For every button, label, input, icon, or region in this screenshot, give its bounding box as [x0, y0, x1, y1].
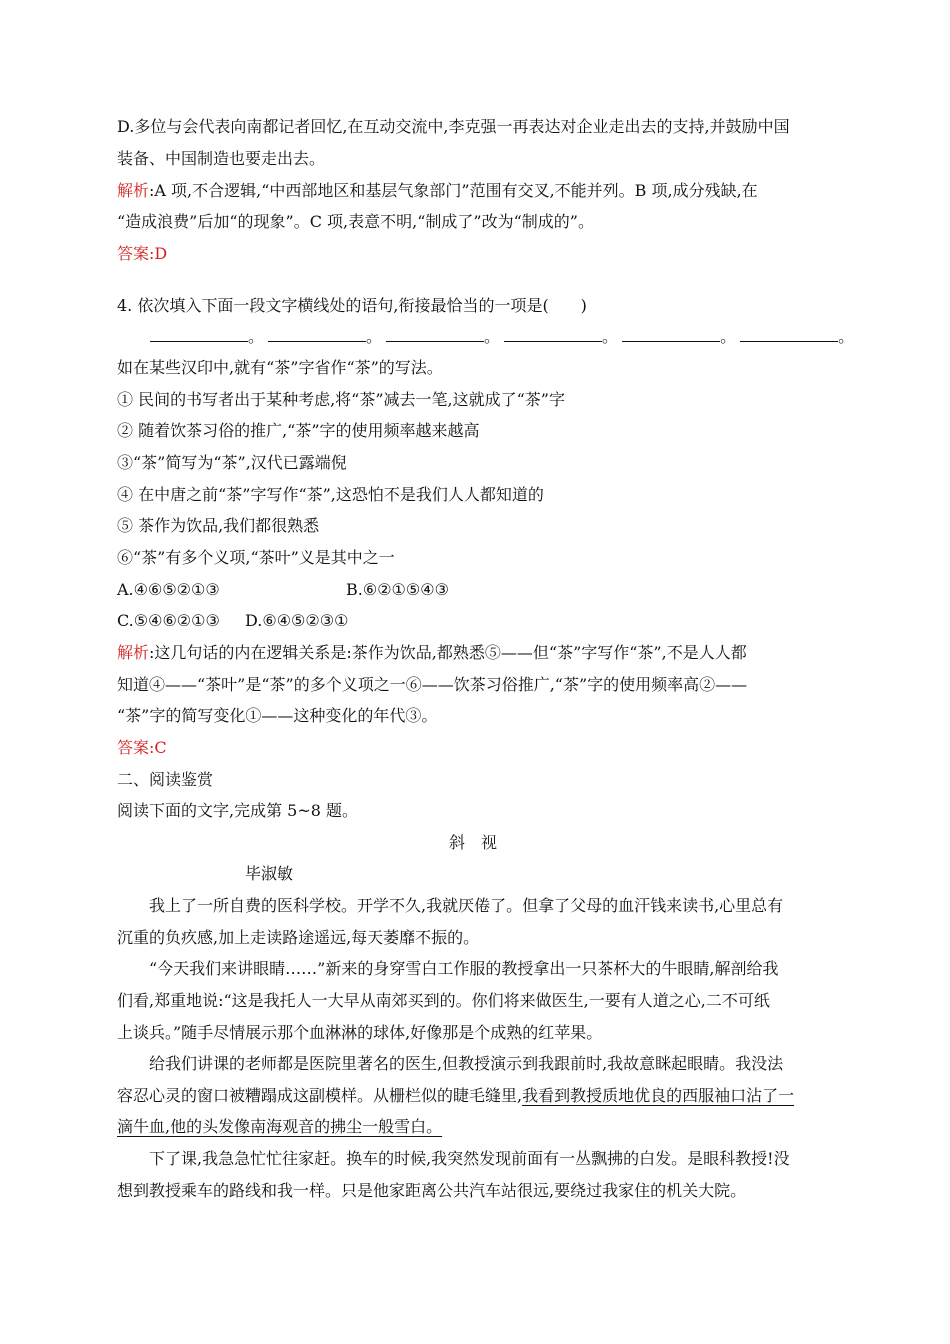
q3-analysis-line2: “造成浪费”后加“的现象”。C 项,表意不明,“制成了”改为“制成的”。 — [117, 212, 594, 231]
blank-sep: 。 — [484, 327, 501, 346]
answer-value: :D — [149, 244, 168, 263]
blank-3 — [386, 327, 484, 342]
q4-option-b: B.⑥②①⑤④③ — [346, 580, 449, 599]
p2-line1: “今天我们来讲眼睛……”新来的身穿雪白工作服的教授拿出一只茶杯大的牛眼睛,解剖给我 — [149, 959, 779, 978]
p4-line1: 下了课,我急急忙忙往家赶。换车的时候,我突然发现前面有一丛飘拂的白发。是眼科教授!没 — [149, 1149, 790, 1168]
analysis-text: :这几句话的内在逻辑关系是:茶作为饮品,都熟悉⑤——但“茶”字写作“茶”,不是人人都 — [149, 643, 747, 662]
q4-item-5: ⑤ 茶作为饮品,我们都很熟悉 — [117, 516, 320, 535]
q4-item-4: ④ 在中唐之前“茶”字写作“茶”,这恐怕不是我们人人都知道的 — [117, 485, 544, 504]
q3-answer — [117, 244, 167, 264]
blank-4 — [504, 327, 602, 342]
blank-sep: 。 — [602, 327, 619, 346]
p3-line1: 给我们讲课的老师都是医院里著名的医生,但教授演示到我跟前时,我故意眯起眼睛。我没法 — [149, 1054, 784, 1073]
p2-line2: 们看,郑重地说:“这是我托人一大早从南郊买到的。你们将来做医生,一要有人道之心,二不可纸 — [117, 991, 770, 1010]
article-title: 斜 视 — [449, 833, 498, 852]
article-author: 毕淑敏 — [245, 864, 294, 883]
q3-analysis-line1 — [117, 181, 758, 201]
q4-after-blanks: 如在某些汉印中,就有“茶”字省作“茶”的写法。 — [117, 358, 443, 377]
blank-2 — [268, 327, 366, 342]
p4-line2: 想到教授乘车的路线和我一样。只是他家距离公共汽车站很远,要绕过我家住的机关大院。 — [117, 1181, 747, 1200]
q4-answer — [117, 738, 167, 758]
q4-blanks — [117, 327, 854, 347]
q4-stem: 4. 依次填入下面一段文字横线处的语句,衔接最恰当的一项是( ) — [117, 296, 587, 315]
q4-item-1: ① 民间的书写者出于某种考虑,将“茶”减去一笔,这就成了“茶”字 — [117, 390, 565, 409]
p1-line1: 我上了一所自费的医科学校。开学不久,我就厌倦了。但拿了父母的血汗钱来读书,心里总有 — [149, 896, 784, 915]
q4-analysis-line2: 知道④——“茶叶”是“茶”的多个义项之一⑥——饮茶习俗推广,“茶”字的使用频率高②—— — [117, 675, 748, 694]
section-instruction: 阅读下面的文字,完成第 5~8 题。 — [117, 801, 359, 820]
q4-option-d: D.⑥④⑤②③① — [245, 611, 349, 630]
section-heading: 二、阅读鉴赏 — [117, 770, 214, 789]
answer-value: :C — [149, 738, 167, 757]
q4-option-c: C.⑤④⑥②①③ — [117, 611, 220, 630]
answer-label: 答案 — [117, 244, 150, 263]
blank-6 — [740, 327, 838, 342]
blank-sep: 。 — [248, 327, 265, 346]
q4-item-6: ⑥“茶”有多个义项,“茶叶”义是其中之一 — [117, 548, 395, 567]
q4-analysis-line3: “茶”字的简写变化①——这种变化的年代③。 — [117, 706, 438, 725]
blank-sep: 。 — [720, 327, 737, 346]
q3-option-d-line2: 装备、中国制造也要走出去。 — [117, 149, 326, 168]
blank-1 — [150, 327, 248, 342]
analysis-label: 解析 — [117, 643, 150, 662]
analysis-text: :A 项,不合逻辑,“中西部地区和基层气象部门”范围有交叉,不能并列。B 项,成分残缺,在 — [149, 181, 758, 200]
analysis-label: 解析 — [117, 181, 150, 200]
q4-item-2: ② 随着饮茶习俗的推广,“茶”字的使用频率越来越高 — [117, 421, 480, 440]
p3-line2 — [117, 1086, 794, 1106]
p3-underlined-sentence: 我看到教授质地优良的西服袖口沾了一 — [522, 1086, 795, 1105]
q3-option-d-line1: D.多位与会代表向南都记者回忆,在互动交流中,李克强一再表达对企业走出去的支持,并鼓励中国 — [117, 117, 790, 136]
q4-option-a: A.④⑥⑤②①③ — [117, 580, 220, 599]
q4-item-3: ③“茶”简写为“茶”,汉代已露端倪 — [117, 453, 347, 472]
blank-sep: 。 — [838, 327, 855, 346]
p1-line2: 沉重的负疚感,加上走读路途遥远,每天萎靡不振的。 — [117, 928, 480, 947]
blank-sep: 。 — [366, 327, 383, 346]
p2-line3: 上谈兵。”随手尽情展示那个血淋淋的球体,好像那是个成熟的红苹果。 — [117, 1023, 603, 1042]
blank-5 — [622, 327, 720, 342]
q4-analysis-line1 — [117, 643, 747, 663]
p3-line3-underlined: 滴牛血,他的头发像南海观音的拂尘一般雪白。 — [117, 1117, 443, 1136]
answer-label: 答案 — [117, 738, 150, 757]
p3-line2-plain: 容忍心灵的窗口被糟蹋成这副模样。从栅栏似的睫毛缝里, — [117, 1086, 523, 1105]
